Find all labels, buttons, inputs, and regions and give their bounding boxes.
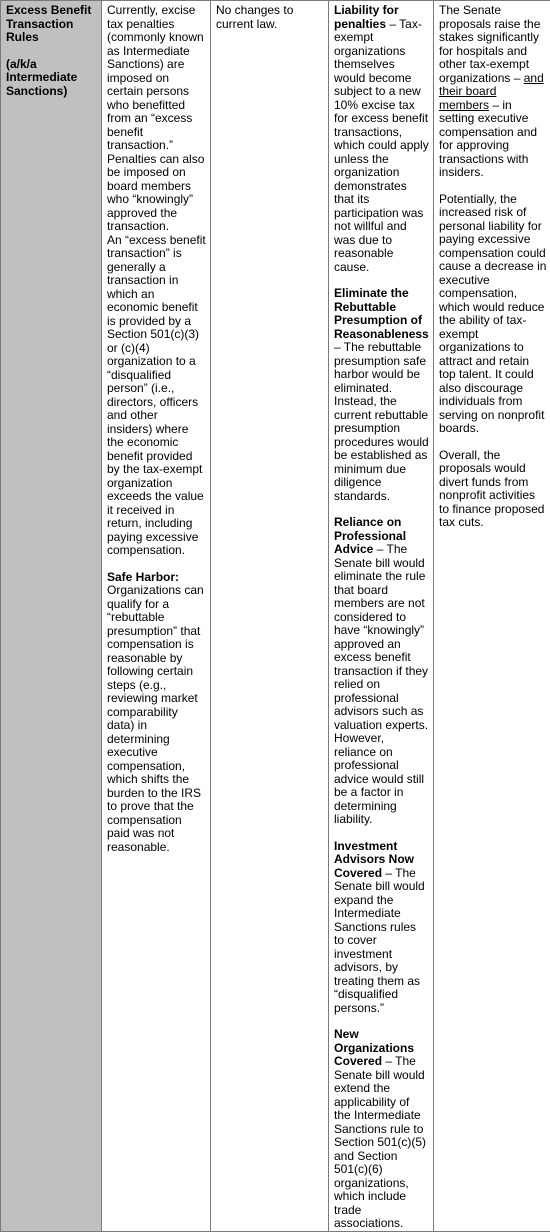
senate-item-heading: Eliminate the Rebuttable Presumption of Reasonableness bbox=[334, 286, 429, 341]
safe-harbor-heading: Safe Harbor: bbox=[107, 570, 179, 584]
senate-item-text: The Senate bill would expand the Intermediate Sanctions rules to cover investment advisors, by treating them as “disqualified persons.” bbox=[334, 866, 425, 1015]
safe-harbor-paragraph bbox=[107, 571, 206, 855]
current-law-paragraph-2: An “excess benefit transaction” is generally a transaction in which an economic benefit is provided by a Section 501(c)(3) or (c)(4) organization to a “disqualified person” (i.e., directors, officers and other insiders) where the economic benefit provided by the tax-exempt organization exceeds the value it received in return, including paying excessive compensation. bbox=[107, 234, 206, 558]
senate-item-investment-advisors bbox=[334, 840, 429, 1016]
impact-text: – in setting executive compensation and for approving transactions with insiders. bbox=[439, 98, 537, 180]
current-law-paragraph-1: Currently, excise tax penalties (commonly known as Intermediate Sanctions) are imposed on certain persons who benefitted from an “excess benefit transaction.” Penalties can also be imposed on board members who “knowingly” approved the transaction. bbox=[107, 4, 206, 234]
senate-item-professional-advice bbox=[334, 516, 429, 827]
senate-bill-cell bbox=[329, 1, 434, 1232]
senate-item-dash: – bbox=[373, 542, 386, 556]
senate-item-heading: New Organizations Covered bbox=[334, 1027, 414, 1068]
senate-item-heading: Reliance on Professional Advice bbox=[334, 515, 406, 556]
impact-paragraph-1 bbox=[439, 4, 548, 180]
house-bill-cell bbox=[211, 1, 329, 1232]
topic-cell bbox=[1, 1, 102, 1232]
senate-item-dash: – bbox=[386, 17, 399, 31]
senate-item-dash: – bbox=[334, 340, 344, 354]
senate-item-text: The rebuttable presumption safe harbor would be eliminated. Instead, the current rebuttable presumption procedures would be established as minimum due diligence standards. bbox=[334, 340, 429, 503]
senate-item-dash: – bbox=[382, 866, 395, 880]
topic-aka: (a/k/a Intermediate Sanctions) bbox=[6, 58, 97, 99]
impact-paragraph-3: Overall, the proposals would divert funds from nonprofit activities to finance proposed tax cuts. bbox=[439, 449, 548, 530]
senate-item-text: The Senate bill would extend the applicability of the Intermediate Sanctions rule to Section 501(c)(5) and Section 501(c)(6) organizations, which include trade associations. bbox=[334, 1054, 426, 1230]
senate-item-rebuttable-presumption bbox=[334, 287, 429, 503]
senate-item-heading: Investment Advisors Now Covered bbox=[334, 839, 414, 880]
senate-item-text: Tax-exempt organizations themselves would become subject to a new 10% excise tax for excess benefit transactions, which could apply unless the organization demonstrates that its participation was not willful and was due to reasonable cause. bbox=[334, 17, 429, 274]
current-law-cell bbox=[102, 1, 211, 1232]
impact-cell bbox=[434, 1, 550, 1232]
house-bill-text: No changes to current law. bbox=[216, 4, 324, 31]
impact-underlined-text: and their board members bbox=[439, 71, 544, 112]
topic-title: Excess Benefit Transaction Rules bbox=[6, 4, 97, 45]
senate-item-liability bbox=[334, 4, 429, 274]
senate-item-new-organizations bbox=[334, 1028, 429, 1231]
senate-item-dash: – bbox=[382, 1054, 395, 1068]
senate-item-heading: Liability for penalties bbox=[334, 3, 399, 31]
impact-paragraph-2: Potentially, the increased risk of personal liability for paying excessive compensation could cause a decrease in executive compensation, which would reduce the ability of tax-exempt organizations to attract and retain top talent. It could also discourage individuals from serving on nonprofit boards. bbox=[439, 193, 548, 436]
impact-text: The Senate proposals raise the stakes significantly for hospitals and other tax-exempt organizations – bbox=[439, 3, 540, 85]
table-row bbox=[1, 1, 550, 1232]
senate-item-text: The Senate bill would eliminate the rule that board members are not considered to have “knowingly” approved an excess benefit transaction if they relied on professional advisors such as valuation experts. However, reliance on professional advice would still be a factor in determining liability. bbox=[334, 542, 428, 826]
safe-harbor-text: Organizations can qualify for a “rebuttable presumption” that compensation is reasonable by following certain steps (e.g., reviewing market comparability data) in determining executive compensation, which shifts the burden to the IRS to prove that the compensation paid was not reasonable. bbox=[107, 583, 204, 854]
